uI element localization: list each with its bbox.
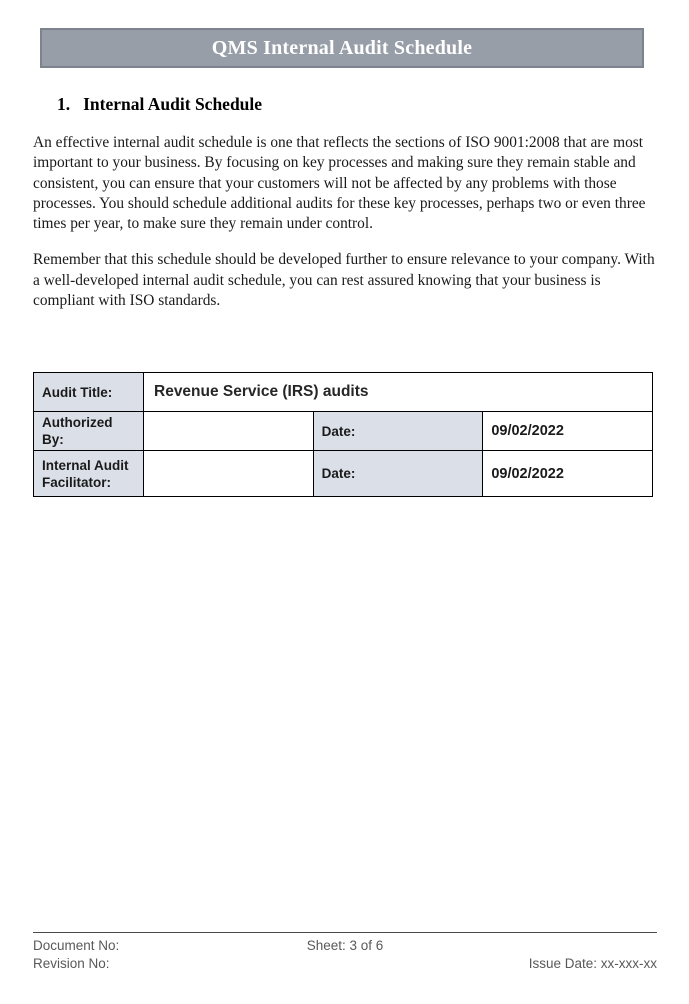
audit-title-value-cell: Revenue Service (IRS) audits: [144, 373, 653, 412]
authorized-date-label-cell: Date:: [313, 412, 483, 451]
footer-row-1: [33, 937, 657, 955]
facilitator-date-label-cell: Date:: [313, 451, 483, 497]
section-heading: [57, 94, 262, 115]
document-title: QMS Internal Audit Schedule: [211, 36, 473, 59]
authorized-by-input-cell[interactable]: [144, 412, 314, 451]
body-text: [33, 133, 661, 311]
section-number: 1.: [57, 94, 71, 114]
footer-row-2: [33, 955, 657, 973]
sheet-indicator: Sheet: 3 of 6: [306, 938, 384, 953]
facilitator-date-value-cell: 09/02/2022: [483, 451, 653, 497]
authorized-by-label-cell: Authorized By:: [34, 412, 144, 451]
authorized-date-value-cell: 09/02/2022: [483, 412, 653, 451]
section-heading-text: Internal Audit Schedule: [83, 94, 263, 114]
audit-info-table: [33, 372, 653, 497]
table-row: [34, 451, 653, 497]
table-row: [34, 412, 653, 451]
title-banner: [40, 28, 644, 68]
facilitator-label-cell: Internal Audit Facilitator:: [34, 451, 144, 497]
page-footer: [33, 932, 657, 973]
audit-title-label-cell: Audit Title:: [34, 373, 144, 412]
document-no-label: Document No:: [33, 938, 120, 953]
table-row: [34, 373, 653, 412]
reminder-paragraph: Remember that this schedule should be developed further to ensure relevance to your company. With a well-developed internal audit schedule, you can rest assured knowing that your business is compliant with ISO standards.: [33, 251, 655, 310]
intro-paragraph: An effective internal audit schedule is one that reflects the sections of ISO 9001:2008 that are most important to your business. By focusing on key processes and making sure they remain stable and consistent, you can ensure that your customers will not be affected by any problems with those processes. You should schedule additional audits for these key processes, perhaps two or even three times per year, to make sure they remain under control.: [33, 134, 646, 233]
facilitator-input-cell[interactable]: [144, 451, 314, 497]
revision-no-label: Revision No:: [33, 956, 110, 971]
issue-date-label: Issue Date: xx-xxx-xx: [528, 956, 657, 971]
